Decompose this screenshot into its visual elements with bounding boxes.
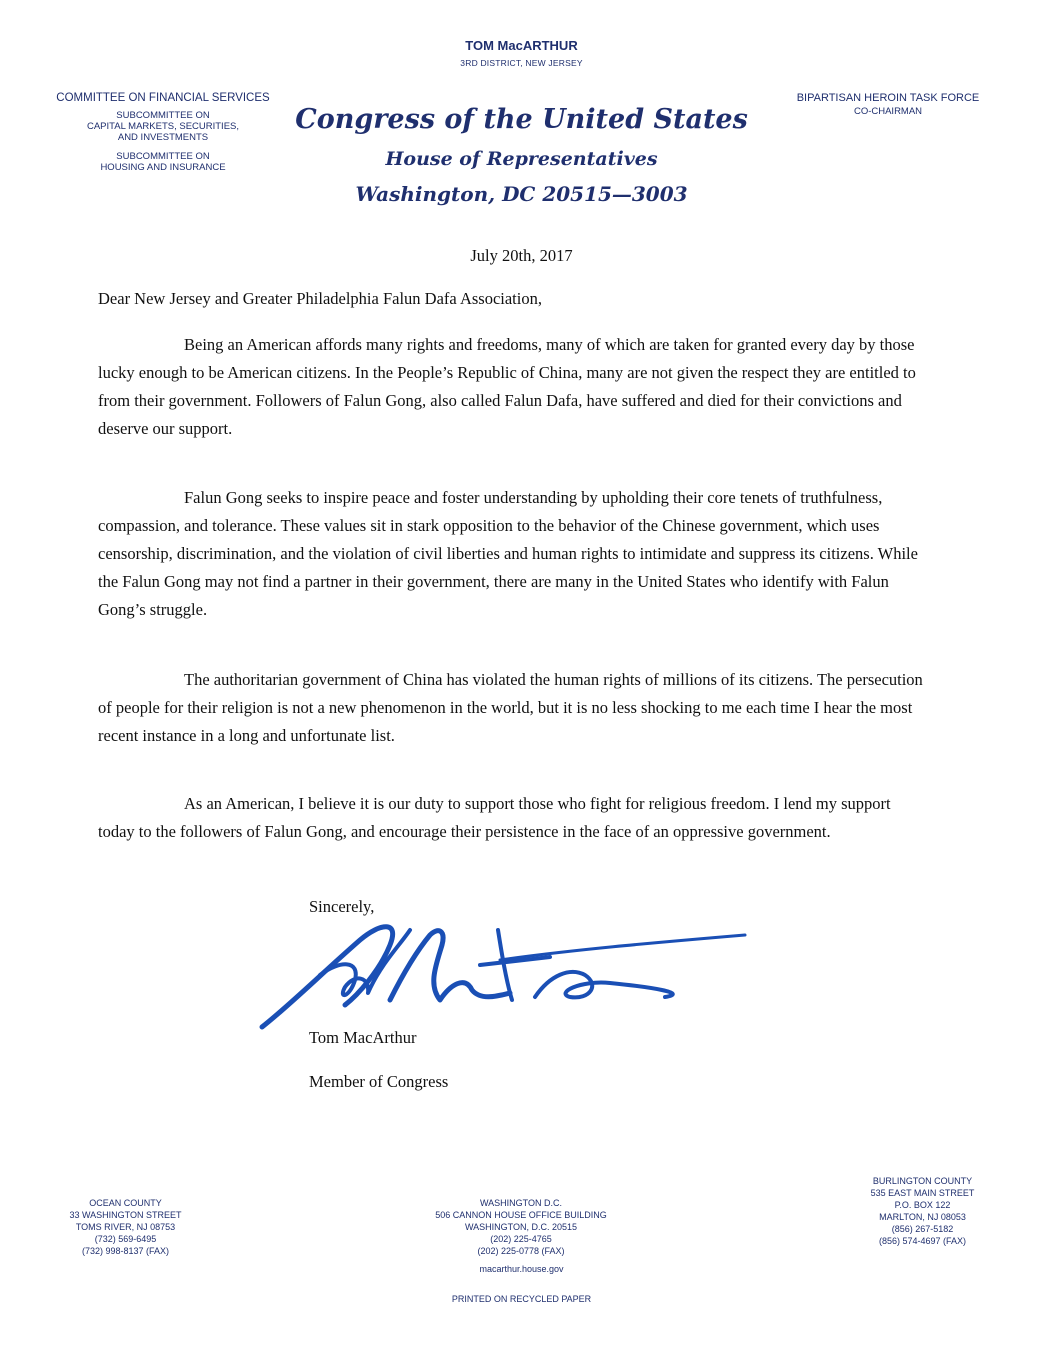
paragraph: Being an American affords many rights and freedoms, many of which are taken for granted every day by those lucky enough to be American citizens. In the People’s Republic of China, many are not given the respect they are entitled to from their government. Followers of Falun Gong, also called Falun Dafa, have suffered and died for their convictions and deserve our support. (98, 335, 916, 438)
closing: Sincerely, (309, 897, 375, 916)
footer-line: (202) 225-4765 (490, 1234, 552, 1244)
signer-title: Member of Congress (309, 1072, 449, 1091)
committee-name: COMMITTEE ON FINANCIAL SERVICES (56, 92, 270, 104)
footer-line: (202) 225-0778 (FAX) (477, 1246, 565, 1256)
congressman-name: TOM MacARTHUR (465, 38, 578, 53)
recycled-paper-note: PRINTED ON RECYCLED PAPER (451, 1294, 592, 1304)
subcommittee-line: SUBCOMMITTEE ON (116, 151, 210, 162)
signature-image (250, 905, 750, 1035)
office-address: Washington, DC 20515—3003 (355, 182, 688, 206)
footer-washington-dc (390, 1197, 652, 1257)
paragraph: Falun Gong seeks to inspire peace and foster understanding by upholding their core tenets of truthfulness, compassion, and tolerance. These values sit in stark opposition to the behavior of the Chinese government, which uses censorship, discrimination, and the violation of civil liberties and human rights to intimidate and suppress its citizens. While the Falun Gong may not find a partner in their government, there are many in the United States who identify with Falun Gong’s struggle. (98, 488, 918, 619)
signature-strokes (262, 927, 745, 1027)
task-force-name: BIPARTISAN HEROIN TASK FORCE (796, 92, 980, 104)
footer-line: OCEAN COUNTY (89, 1198, 162, 1208)
footer-line: 506 CANNON HOUSE OFFICE BUILDING (435, 1210, 607, 1220)
website-link[interactable]: macarthur.house.gov (479, 1264, 564, 1274)
footer-line: WASHINGTON, D.C. 20515 (464, 1222, 578, 1232)
subcommittee-line: AND INVESTMENTS (117, 132, 209, 143)
paragraph: As an American, I believe it is our duty to support those who fight for religious freedom. I lend my support today to the followers of Falun Gong, and encourage their persistence in the face of an oppressive government. (98, 794, 891, 841)
signer-name: Tom MacArthur (309, 1028, 417, 1047)
paragraph: The authoritarian government of China has violated the human rights of millions of its citizens. The persecution of people for their religion is not a new phenomenon in the world, but it is no less shocking to me each time I hear the most recent instance in a long and unfortunate list. (98, 670, 923, 745)
signature-stroke (535, 972, 673, 997)
footer-ocean-county (38, 1197, 213, 1257)
footer-line: (856) 267-5182 (891, 1224, 954, 1234)
house-title: House of Representatives (385, 148, 658, 170)
footer-burlington-county (840, 1175, 1005, 1247)
footer-line: BURLINGTON COUNTY (872, 1176, 973, 1186)
footer-line: (856) 574-4697 (FAX) (878, 1236, 967, 1246)
footer-line: 33 WASHINGTON STREET (69, 1210, 182, 1220)
footer-line: WASHINGTON D.C. (479, 1198, 562, 1208)
district-label: 3RD DISTRICT, NEW JERSEY (460, 58, 583, 68)
subcommittee-line: CAPITAL MARKETS, SECURITIES, (86, 121, 240, 132)
signature-stroke (262, 927, 393, 1027)
congress-title: Congress of the United States (295, 104, 748, 135)
subcommittee-line: SUBCOMMITTEE ON (116, 110, 210, 121)
signature-stroke (500, 935, 745, 960)
salutation: Dear New Jersey and Greater Philadelphia Falun Dafa Association, (98, 289, 542, 308)
footer-line: TOMS RIVER, NJ 08753 (75, 1222, 176, 1232)
subcommittee-line: HOUSING AND INSURANCE (100, 162, 226, 173)
footer-line: MARLTON, NJ 08053 (879, 1212, 966, 1222)
task-force-role: CO-CHAIRMAN (853, 106, 923, 117)
footer-line: (732) 998-8137 (FAX) (81, 1246, 170, 1256)
footer-line: 535 EAST MAIN STREET (870, 1188, 975, 1198)
footer-line: (732) 569-6495 (94, 1234, 157, 1244)
footer-line: P.O. BOX 122 (894, 1200, 951, 1210)
letter-date: July 20th, 2017 (470, 246, 573, 265)
